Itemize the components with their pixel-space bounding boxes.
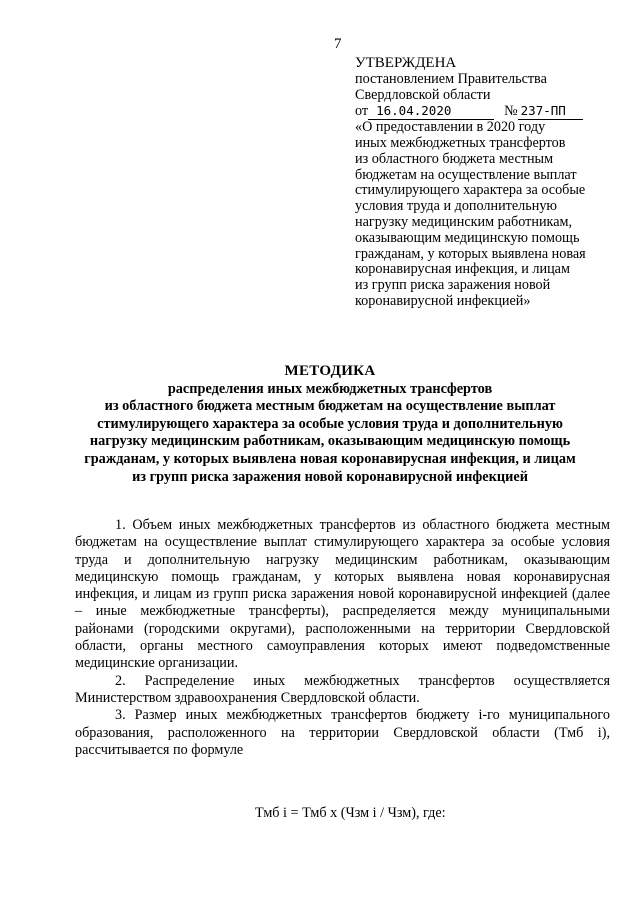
paragraph-2: 2. Распределение иных межбюджетных трансфертов осуществляется Министерством здравоохранения Свердловской области. bbox=[75, 672, 610, 706]
subtitle-line: нагрузку медицинским работникам, оказывающим медицинскую помощь bbox=[89, 433, 571, 450]
approval-date: 16.04.2020 bbox=[368, 103, 494, 120]
formula: Тмб i = Тмб x (Чзм i / Чзм), где: bbox=[255, 805, 446, 821]
approval-date-line bbox=[355, 103, 615, 120]
approval-line: постановлением Правительства bbox=[355, 70, 547, 87]
document-title: МЕТОДИКА bbox=[284, 363, 376, 379]
approval-title-line: условия труда и дополнительную bbox=[355, 198, 558, 215]
approval-heading: УТВЕРЖДЕНА bbox=[355, 55, 457, 71]
approval-title-line: «О предоставлении в 2020 году bbox=[355, 119, 546, 136]
approval-title-line: коронавирусная инфекция, и лицам bbox=[355, 261, 570, 278]
subtitle-line: гражданам, у которых выявлена новая коронавирусная инфекция, и лицам bbox=[84, 450, 576, 467]
number-prefix: № bbox=[504, 103, 518, 120]
approval-stamp bbox=[355, 56, 615, 310]
document-heading bbox=[60, 363, 600, 486]
date-prefix: от bbox=[355, 103, 369, 120]
approval-title-line: оказывающим медицинскую помощь bbox=[355, 229, 580, 246]
body-text bbox=[75, 517, 610, 759]
subtitle-line: из групп риска заражения новой коронавирусной инфекцией bbox=[132, 468, 528, 485]
approval-title-line: иных межбюджетных трансфертов bbox=[355, 134, 566, 151]
subtitle-line: распределения иных межбюджетных трансфертов bbox=[167, 380, 493, 397]
paragraph-1: 1. Объем иных межбюджетных трансфертов из областного бюджета местным бюджетам на осуществление выплат стимулирующего характера за особые условия труда и дополнительную нагрузку медицинским работникам, оказывающим медицинскую помощь гражданам, у которых выявлена новая коронавирусная инфекция, и лицам из групп риска заражения новой коронавирусной инфекцией (далее – иные межбюджетные трансферты), распределяется между муниципальными районами (городскими округами), расположенными на территории Свердловской области, органы местного самоуправления которых имеют подведомственные медицинские организации. bbox=[75, 517, 610, 672]
approval-line: Свердловской области bbox=[355, 86, 491, 103]
approval-title-line: коронавирусной инфекцией» bbox=[355, 292, 531, 309]
subtitle-line: из областного бюджета местным бюджетам на осуществление выплат bbox=[104, 398, 556, 415]
approval-title-line: из областного бюджета местным bbox=[355, 150, 554, 167]
approval-title-line: стимулирующего характера за особые bbox=[355, 182, 586, 199]
approval-title-line: бюджетам на осуществление выплат bbox=[355, 166, 577, 183]
subtitle-line: стимулирующего характера за особые условия труда и дополнительную bbox=[97, 415, 563, 432]
approval-title-line: гражданам, у которых выявлена новая bbox=[355, 245, 586, 262]
approval-title-line: нагрузку медицинским работникам, bbox=[355, 213, 573, 230]
page-number: 7 bbox=[334, 36, 342, 52]
paragraph-3: 3. Размер иных межбюджетных трансфертов бюджету i-го муниципального образования, расположенного на территории Свердловской области (Тмб i), рассчитывается по формуле bbox=[75, 707, 610, 758]
approval-title-line: из групп риска заражения новой bbox=[355, 277, 551, 294]
approval-number: 237-ПП bbox=[518, 103, 583, 120]
